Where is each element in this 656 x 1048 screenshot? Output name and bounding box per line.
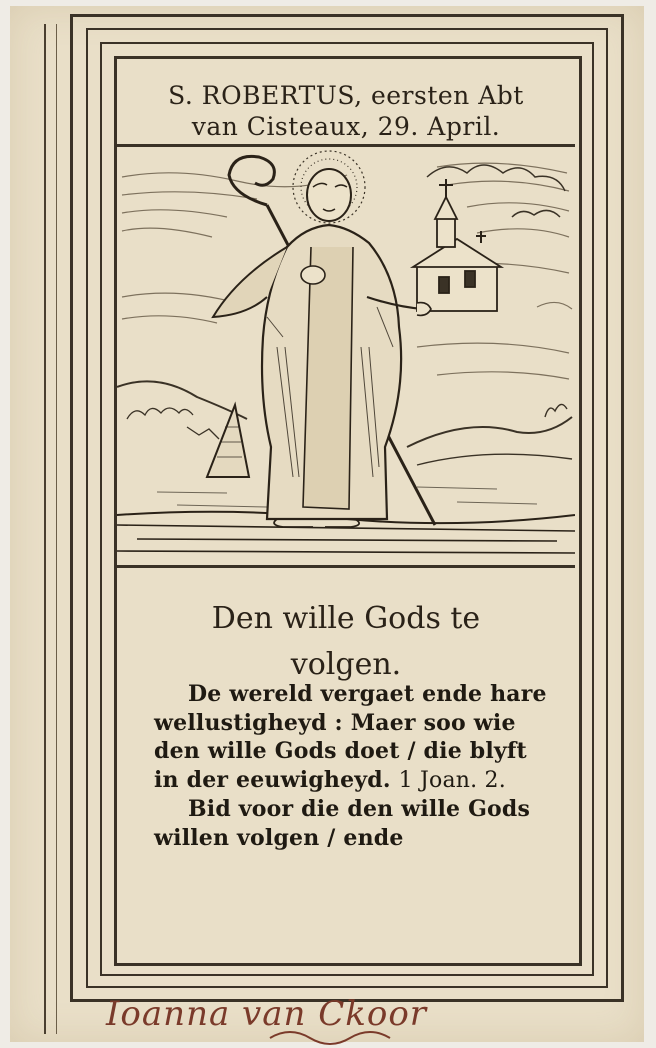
verse-line-4: in der eeuwigheyd.	[154, 766, 391, 793]
left-rule	[44, 24, 46, 1034]
verse-reference: 1 Joan. 2.	[398, 767, 506, 793]
handwritten-signature: Ioanna van Ckoor	[106, 994, 428, 1034]
motto-line-2: volgen.	[290, 647, 402, 682]
verse-line-1: De wereld vergaet ende hare	[188, 681, 547, 707]
verse-line-2: wellustigheyd : Maer soo wie	[154, 709, 516, 736]
verse-text	[154, 680, 574, 852]
heading-line-2: van Cisteaux, 29. April.	[191, 112, 501, 141]
woodcut-illustration	[117, 144, 575, 568]
saint-robert-engraving	[117, 147, 575, 565]
verse-line-6: willen volgen / ende	[154, 824, 404, 851]
motto	[120, 596, 572, 688]
motto-line-1: Den wille Gods te	[211, 601, 481, 636]
verse-line-3: den wille Gods doet / die blyft	[154, 738, 527, 764]
verse-line-5: Bid voor die den wille Gods	[188, 796, 531, 822]
devotional-card	[10, 6, 644, 1042]
heading-line-1: S. ROBERTUS, eersten Abt	[168, 81, 524, 110]
card-heading	[120, 80, 572, 142]
signature-flourish	[260, 1028, 460, 1048]
left-rule-inner	[56, 24, 57, 1034]
